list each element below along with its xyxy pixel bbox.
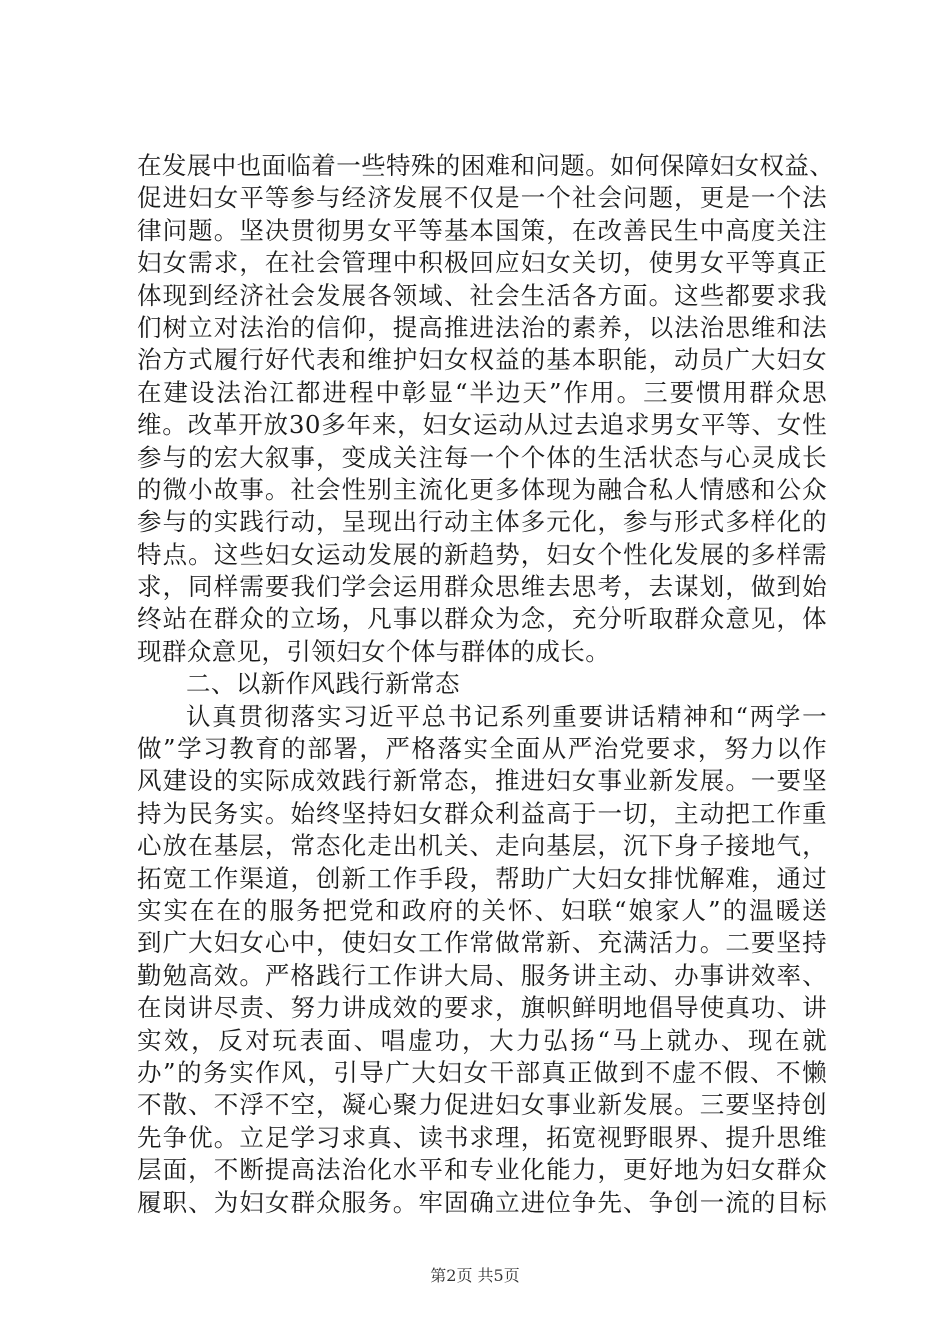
section-heading: 二、以新作风践行新常态 bbox=[186, 669, 460, 699]
text-line: 做”学习教育的部署，严格落实全面从严治党要求，努力以作 bbox=[137, 734, 827, 764]
text-line: 实效，反对玩表面、唱虚功，大力弘扬“马上就办、现在就 bbox=[137, 1025, 827, 1055]
text-line: 在岗讲尽责、努力讲成效的要求，旗帜鲜明地倡导使真功、讲 bbox=[137, 993, 827, 1023]
text-line: 心放在基层，常态化走出机关、走向基层，沉下身子接地气， bbox=[137, 831, 827, 861]
text-line: 们树立对法治的信仰，提高推进法治的素养，以法治思维和法 bbox=[137, 312, 827, 342]
body-text bbox=[137, 150, 835, 1219]
text-line: 律问题。坚决贯彻男女平等基本国策，在改善民生中高度关注 bbox=[137, 215, 827, 245]
text-line: 求，同样需要我们学会运用群众思维去思考，去谋划，做到始 bbox=[137, 572, 827, 602]
text-line: 层面，不断提高法治化水平和专业化能力，更好地为妇女群众 bbox=[137, 1155, 827, 1185]
text-line: 参与的宏大叙事，变成关注每一个个体的生活状态与心灵成长 bbox=[137, 442, 827, 472]
text-line: 现群众意见，引领妇女个体与群体的成长。 bbox=[137, 636, 611, 666]
text-line: 认真贯彻落实习近平总书记系列重要讲话精神和“两学一 bbox=[186, 701, 827, 731]
text-line: 特点。这些妇女运动发展的新趋势，妇女个性化发展的多样需 bbox=[137, 539, 827, 569]
text-line: 实实在在的服务把党和政府的关怀、妇联“娘家人”的温暖送 bbox=[137, 895, 827, 925]
text-line: 在发展中也面临着一些特殊的困难和问题。如何保障妇女权益、 bbox=[137, 151, 835, 180]
text-line: 维。改革开放30多年来，妇女运动从过去追求男女平等、女性 bbox=[137, 410, 827, 440]
text-line: 体现到经济社会发展各领域、社会生活各方面。这些都要求我 bbox=[137, 280, 827, 310]
text-line: 履职、为妇女群众服务。牢固确立进位争先、争创一流的目标 bbox=[137, 1187, 827, 1217]
text-line: 的微小故事。社会性别主流化更多体现为融合私人情感和公众 bbox=[137, 474, 827, 504]
text-line: 持为民务实。始终坚持妇女群众利益高于一切，主动把工作重 bbox=[137, 798, 827, 828]
text-line: 拓宽工作渠道，创新工作手段，帮助广大妇女排忧解难，通过 bbox=[137, 863, 827, 893]
text-line: 先争优。立足学习求真、读书求理，拓宽视野眼界、提升思维 bbox=[137, 1122, 827, 1152]
page-footer: 第2页 共5页 bbox=[430, 1266, 520, 1285]
text-line: 治方式履行好代表和维护妇女权益的基本职能，动员广大妇女 bbox=[137, 345, 827, 375]
text-line: 勤勉高效。严格践行工作讲大局、服务讲主动、办事讲效率、 bbox=[137, 960, 827, 990]
text-line: 办”的务实作风，引导广大妇女干部真正做到不虚不假、不懒 bbox=[137, 1057, 827, 1087]
text-line: 不散、不浮不空，凝心聚力促进妇女事业新发展。三要坚持创 bbox=[137, 1090, 827, 1120]
text-line: 终站在群众的立场，凡事以群众为念，充分听取群众意见，体 bbox=[137, 604, 827, 634]
text-line: 在建设法治江都进程中彰显“半边天”作用。三要惯用群众思 bbox=[137, 377, 827, 407]
text-line: 妇女需求，在社会管理中积极回应妇女关切，使男女平等真正 bbox=[137, 248, 827, 278]
text-line: 参与的实践行动，呈现出行动主体多元化，参与形式多样化的 bbox=[137, 507, 827, 537]
text-line: 到广大妇女心中，使妇女工作常做常新、充满活力。二要坚持 bbox=[137, 928, 827, 958]
text-line: 风建设的实际成效践行新常态，推进妇女事业新发展。一要坚 bbox=[137, 766, 827, 796]
text-line: 促进妇女平等参与经济发展不仅是一个社会问题，更是一个法 bbox=[137, 183, 827, 213]
